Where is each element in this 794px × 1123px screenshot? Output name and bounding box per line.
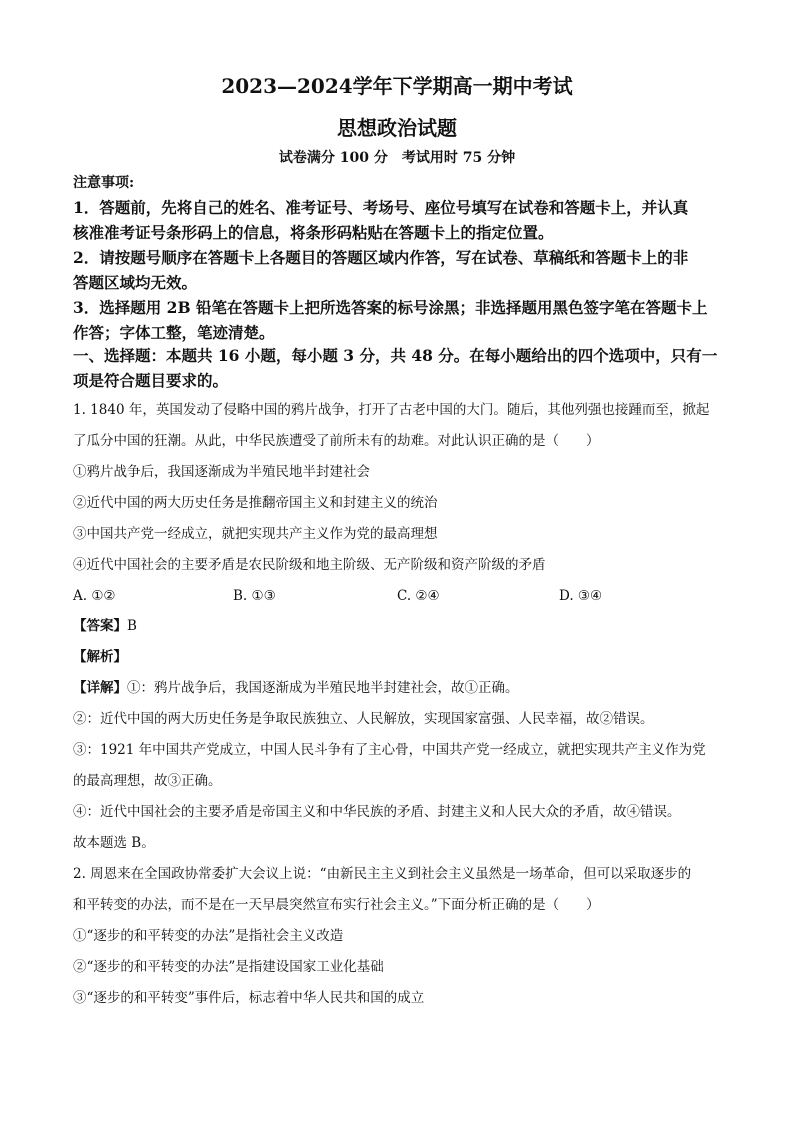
notice-line: 1．答题前，先将自己的姓名、准考证号、考场号、座位号填写在试卷和答题卡上，并认真 xyxy=(73,198,689,217)
q1-statement: ④近代中国社会的主要矛盾是农民阶级和地主阶级、无产阶级和资产阶级的矛盾 xyxy=(73,557,546,573)
question-1 xyxy=(73,395,723,581)
detail-line: ②：近代中国的两大历史任务是争取民族独立、人民解放，实现国家富强、人民幸福，故②错误。 xyxy=(73,711,654,727)
notice-line: 答题区域均无效。 xyxy=(73,273,198,292)
q1-option-a: A. ①② xyxy=(73,588,116,604)
q1-option-d: D. ③④ xyxy=(559,588,603,604)
q1-answer xyxy=(73,611,723,642)
q1-statement: ③中国共产党一经成立，就把实现共产主义作为党的最高理想 xyxy=(73,526,438,542)
answer-tag: 【答案】 xyxy=(73,618,127,634)
q2-statement: ③“逐步的和平转变”事件后，标志着中华人民共和国的成立 xyxy=(73,990,425,1006)
notice-list xyxy=(73,195,723,345)
q1-stem-line: 1. 1840 年，英国发动了侵略中国的鸦片战争，打开了古老中国的大门。随后，其他列强也接踵而至，掀起 xyxy=(73,402,710,418)
notice-line: 作答；字体工整，笔迹清楚。 xyxy=(73,323,275,342)
detail-line: 故本题选 B。 xyxy=(73,835,155,851)
q2-statement: ①“逐步的和平转变的办法”是指社会主义改造 xyxy=(73,928,344,944)
detail-text: ①：鸦片战争后，我国逐渐成为半殖民地半封建社会，故①正确。 xyxy=(127,680,519,696)
exam-title: 2023—2024学年下学期高一期中考试 xyxy=(221,74,573,98)
exam-info: 试卷满分 100 分 考试用时 75 分钟 xyxy=(278,150,516,166)
q2-statement: ②“逐步的和平转变的办法”是指建设国家工业化基础 xyxy=(73,959,384,975)
q2-stem-line: 和平转变的办法，而不是在一天早晨突然宣布实行社会主义。”下面分析正确的是（ ） xyxy=(73,897,600,913)
detail-line xyxy=(73,673,723,704)
detail-line: ④：近代中国社会的主要矛盾是帝国主义和中华民族的矛盾、封建主义和人民大众的矛盾，故④错误。 xyxy=(73,804,681,820)
q1-option-b: B. ①③ xyxy=(233,588,276,604)
q2-stem-line: 2. 周恩来在全国政协常委扩大会议上说：“由新民主主义到社会主义虽然是一场革命，但可以采取逐步的 xyxy=(73,866,692,882)
notice-line: 3．选择题用 2B 铅笔在答题卡上把所选答案的标号涂黑；非选择题用黑色签字笔在答题卡上 xyxy=(73,298,708,317)
q1-solution xyxy=(73,611,723,859)
analysis-tag: 【解析】 xyxy=(73,649,127,665)
answer-value: B xyxy=(127,618,137,634)
notice-line: 2．请按题号顺序在答题卡上各题目的答题区域内作答，写在试卷、草稿纸和答题卡上的非 xyxy=(73,248,689,267)
detail-tag: 【详解】 xyxy=(73,680,127,696)
detail-line: 的最高理想，故③正确。 xyxy=(73,773,222,789)
q1-stem-line: 了瓜分中国的狂潮。从此，中华民族遭受了前所未有的劫难。对此认识正确的是（ ） xyxy=(73,433,600,449)
detail-line: ③：1921 年中国共产党成立，中国人民斗争有了主心骨，中国共产党一经成立，就把实现共产主义作为党 xyxy=(73,742,706,758)
notice-line: 核准准考证号条形码上的信息，将条形码粘贴在答题卡上的指定位置。 xyxy=(73,223,554,242)
exam-subject: 思想政治试题 xyxy=(337,116,457,140)
notice-heading: 注意事项: xyxy=(73,175,135,191)
section-line: 项是符合题目要求的。 xyxy=(73,371,229,390)
q1-statement: ①鸦片战争后，我国逐渐成为半殖民地半封建社会 xyxy=(73,464,370,480)
question-2 xyxy=(73,859,723,1014)
q1-statement: ②近代中国的两大历史任务是推翻帝国主义和封建主义的统治 xyxy=(73,495,438,511)
q1-option-c: C. ②④ xyxy=(397,588,440,604)
section-line: 一、选择题：本题共 16 小题，每小题 3 分，共 48 分。在每小题给出的四个选项中，只有一 xyxy=(73,346,718,365)
section-heading xyxy=(73,343,723,393)
